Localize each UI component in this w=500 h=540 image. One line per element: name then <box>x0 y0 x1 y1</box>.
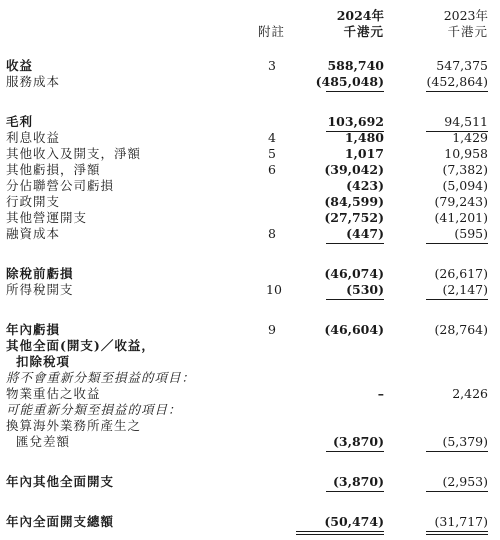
value-2023: (26,617) <box>434 266 488 281</box>
rule-line <box>326 491 384 492</box>
rule-line <box>426 534 488 535</box>
rule-line <box>296 534 384 535</box>
value-2024: (50,474) <box>324 514 384 529</box>
rule-line <box>326 131 384 132</box>
row-label: 年內其他全面開支 <box>6 474 115 489</box>
table-row <box>0 225 500 243</box>
value-2023: (79,243) <box>434 194 488 209</box>
value-2023: (595) <box>454 226 488 241</box>
value-2024: (3,870) <box>333 474 384 489</box>
row-label: 毛利 <box>6 114 34 129</box>
value-2024: 588,740 <box>327 58 384 73</box>
row-note: 5 <box>268 146 276 161</box>
rule-line <box>426 451 488 452</box>
row-label: 其他營運開支 <box>6 210 88 225</box>
row-label: 將不會重新分類至損益的項目： <box>6 370 196 385</box>
value-2023: 547,375 <box>436 58 488 73</box>
row-note: 6 <box>268 162 276 177</box>
row-label: 其他全面(開支)／收益， <box>6 338 155 353</box>
value-2023: (28,764) <box>434 322 488 337</box>
value-2024: (447) <box>346 226 384 241</box>
table-row <box>0 73 500 91</box>
row-label: 除稅前虧損 <box>6 266 74 281</box>
rule-line <box>426 131 488 132</box>
row-label: 其他收入及開支，淨額 <box>6 146 142 161</box>
row-label: 行政開支 <box>6 194 61 209</box>
year-2023-header: 2023年 <box>443 8 488 23</box>
value-2024: (39,042) <box>324 162 384 177</box>
rule-line <box>426 299 488 300</box>
value-2023: (5,379) <box>442 434 488 449</box>
value-2023: (2,953) <box>442 474 488 489</box>
row-label: 年內全面開支總額 <box>6 514 115 529</box>
row-label: 其他虧損，淨額 <box>6 162 101 177</box>
row-note: 3 <box>268 58 276 73</box>
row-label: 物業重估之收益 <box>6 386 101 401</box>
unit-2023-header: 千港元 <box>447 24 488 39</box>
value-2023: (41,201) <box>434 210 488 225</box>
year-2024-header: 2024年 <box>336 8 384 23</box>
rule-line <box>326 299 384 300</box>
note-column-header: 附註 <box>258 24 286 39</box>
table-row <box>0 513 500 531</box>
row-note: 8 <box>268 226 276 241</box>
rule-line <box>426 531 488 532</box>
value-2024: – <box>377 386 384 401</box>
rule-line <box>426 91 488 92</box>
rule-line <box>426 491 488 492</box>
table-row <box>0 433 500 451</box>
value-2023: (31,717) <box>434 514 488 529</box>
value-2024: (46,074) <box>324 266 384 281</box>
value-2024: (84,599) <box>324 194 384 209</box>
rule-line <box>326 243 384 244</box>
value-2023: 2,426 <box>452 386 488 401</box>
value-2024: (46,604) <box>324 322 384 337</box>
row-label: 收益 <box>6 58 34 73</box>
row-label: 融資成本 <box>6 226 61 241</box>
value-2024: (423) <box>346 178 384 193</box>
value-2024: (485,048) <box>315 74 384 89</box>
value-2023: (5,094) <box>442 178 488 193</box>
value-2023: (2,147) <box>442 282 488 297</box>
row-label: 可能重新分類至損益的項目： <box>6 402 182 417</box>
row-label: 換算海外業務所產生之 <box>6 418 142 433</box>
value-2024: (27,752) <box>324 210 384 225</box>
row-label: 匯兌差額 <box>16 434 71 449</box>
value-2023: (7,382) <box>442 162 488 177</box>
value-2024: (530) <box>346 282 384 297</box>
rule-line <box>326 451 384 452</box>
rule-line <box>426 243 488 244</box>
row-label: 服務成本 <box>6 74 61 89</box>
rule-line <box>296 531 384 532</box>
row-label: 所得稅開支 <box>6 282 74 297</box>
table-row <box>0 281 500 299</box>
value-2023: 1,429 <box>452 130 488 145</box>
row-label: 利息收益 <box>6 130 61 145</box>
row-note: 4 <box>268 130 276 145</box>
value-2023: (452,864) <box>426 74 488 89</box>
value-2023: 94,511 <box>444 114 488 129</box>
value-2024: 103,692 <box>327 114 384 129</box>
value-2024: (3,870) <box>333 434 384 449</box>
row-label: 分佔聯營公司虧損 <box>6 178 115 193</box>
value-2023: 10,958 <box>444 146 488 161</box>
rule-line <box>326 91 384 92</box>
table-row <box>0 473 500 491</box>
value-2024: 1,017 <box>344 146 384 161</box>
row-label: 扣除稅項 <box>16 354 71 369</box>
row-note: 10 <box>266 282 282 297</box>
unit-2024-header: 千港元 <box>343 24 384 39</box>
row-label: 年內虧損 <box>6 322 61 337</box>
value-2024: 1,480 <box>344 130 384 145</box>
row-note: 9 <box>268 322 276 337</box>
